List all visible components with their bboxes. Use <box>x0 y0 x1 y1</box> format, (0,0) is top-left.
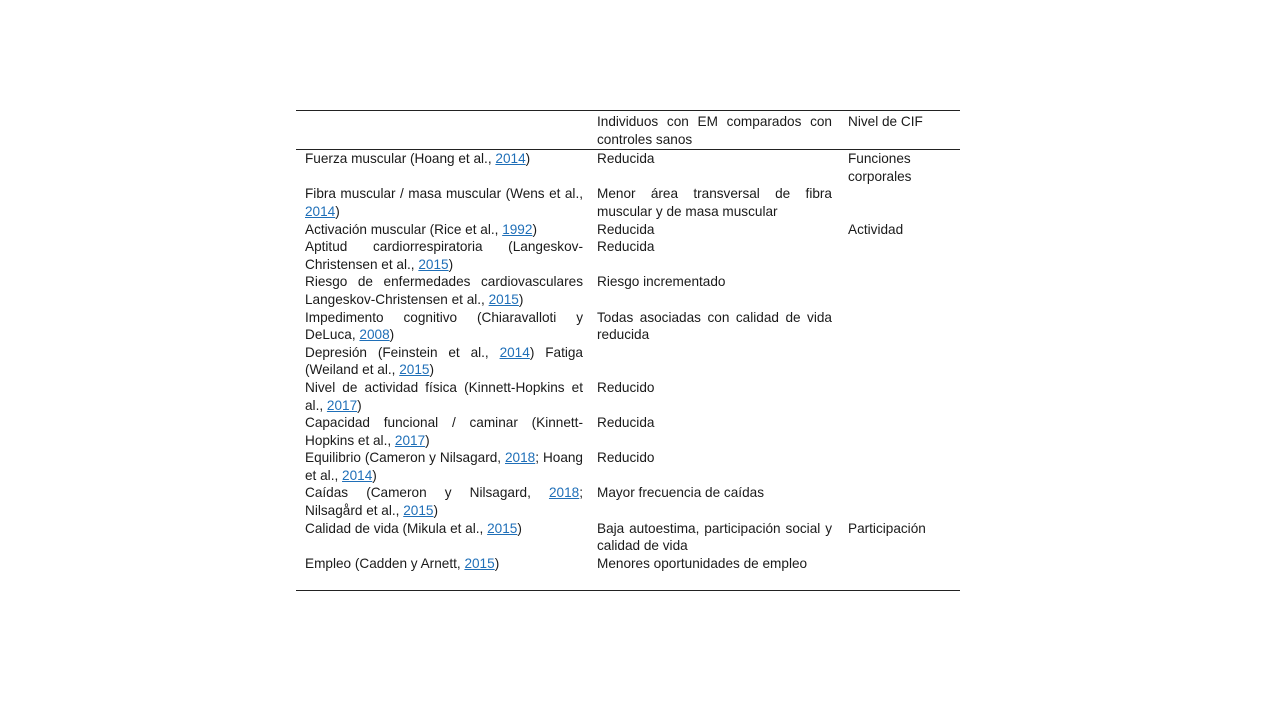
header-row <box>296 111 960 150</box>
impairment-text-tail: ) <box>448 256 454 272</box>
table-row <box>296 449 960 484</box>
comparison-cell: Menor área transversal de fibra muscular y de masa muscular <box>597 186 832 219</box>
impairment-text-tail: ) <box>389 327 395 343</box>
reference-link[interactable]: 2017 <box>326 397 358 413</box>
impairment-cell <box>296 221 592 239</box>
reference-link[interactable]: 2015 <box>488 291 519 307</box>
impairment-text-tail: ) <box>517 520 522 536</box>
header-empty <box>296 111 592 150</box>
table-row <box>296 309 960 344</box>
impairment-cell <box>296 309 592 344</box>
impairment-cell <box>296 449 592 484</box>
reference-link[interactable]: 2018 <box>505 450 536 466</box>
impairment-text: Depresión (Feinstein et al., <box>305 344 500 360</box>
impairment-text: Calidad de vida (Mikula et al., <box>305 520 488 536</box>
cif-level-cell <box>840 273 960 308</box>
impairment-text-end: ) <box>429 362 434 378</box>
table-row <box>296 344 960 379</box>
impairment-text: Aptitud cardiorrespiratoria (Langeskov-Christensen et al., <box>305 239 583 272</box>
impairment-text: Riesgo de enfermedades cardiovasculares Langeskov-Christensen et al., <box>305 274 583 307</box>
comparison-cell: Reducida <box>597 151 655 167</box>
impairment-text: Empleo (Cadden y Arnett, <box>305 555 465 571</box>
reference-link-second[interactable]: 2014 <box>342 467 373 483</box>
reference-link[interactable]: 1992 <box>502 221 533 237</box>
table-row <box>296 273 960 308</box>
reference-link[interactable]: 2014 <box>499 344 530 360</box>
impairment-text: Fibra muscular / masa muscular (Wens et al., <box>305 186 583 202</box>
reference-link[interactable]: 2014 <box>495 151 526 167</box>
cif-level-cell: Participación <box>848 520 926 536</box>
comparison-cell: Reducida <box>597 221 655 237</box>
reference-link[interactable]: 2018 <box>548 485 580 501</box>
reference-link[interactable]: 2017 <box>394 432 426 448</box>
impairment-text-tail: ; Nilsagård et al., <box>305 485 583 519</box>
cif-level-cell <box>840 344 960 379</box>
impairment-cell <box>296 520 592 555</box>
comparison-cell: Reducida <box>597 415 655 431</box>
comparison-cell: Mayor frecuencia de caídas <box>597 485 764 501</box>
impairment-text-tail: ) Fatiga <box>529 344 583 360</box>
impairment-text-tail: ) <box>335 203 340 219</box>
reference-link-second[interactable]: 2015 <box>399 362 430 378</box>
cif-level-cell <box>840 238 960 273</box>
cif-level-cell <box>840 484 960 519</box>
impairment-text: Impedimento cognitivo (Chiaravalloti y DeLuca, <box>305 309 583 343</box>
cif-level-cell <box>840 309 960 344</box>
comparison-cell: Baja autoestima, participación social y calidad de vida <box>597 520 832 554</box>
comparison-cell: Riesgo incrementado <box>597 274 726 290</box>
comparison-cell: Todas asociadas con calidad de vida reducida <box>597 309 832 343</box>
table-row <box>296 185 960 220</box>
impairment-text-tail: ) <box>518 291 524 307</box>
impairment-cell <box>296 484 592 519</box>
impairment-cell <box>296 344 592 379</box>
impairment-cell <box>296 273 592 308</box>
impairment-text: Capacidad funcional / caminar (Kinnett-Hopkins et al., <box>305 415 583 448</box>
impairment-cell <box>296 555 592 591</box>
impairment-text-tail: ) <box>494 555 500 571</box>
table-row <box>296 379 960 414</box>
reference-link[interactable]: 2008 <box>359 327 390 343</box>
impairment-cell <box>296 150 592 186</box>
table-row <box>296 414 960 449</box>
header-cif-level: Nivel de CIF <box>848 114 923 129</box>
impairment-cell <box>296 185 592 220</box>
table <box>296 111 960 590</box>
table-row <box>296 150 960 186</box>
table-row <box>296 484 960 519</box>
reference-link[interactable]: 2015 <box>464 555 495 571</box>
comparison-cell: Reducido <box>597 450 655 466</box>
impairment-cell <box>296 414 592 449</box>
impairment-text-tail: ) <box>525 151 531 167</box>
table-row <box>296 520 960 555</box>
impairment-text-tail: ) <box>425 432 430 448</box>
reference-link-second[interactable]: 2015 <box>403 503 434 519</box>
comparison-cell: Reducida <box>597 239 655 255</box>
reference-link[interactable]: 2014 <box>305 203 336 219</box>
impairment-text: Nivel de actividad física (Kinnett-Hopkins et al., <box>305 379 583 413</box>
cif-level-cell <box>840 185 960 220</box>
impairment-text: Equilibrio (Cameron y Nilsagard, <box>305 450 505 466</box>
cif-level-cell <box>840 555 960 591</box>
comparison-cell <box>592 344 840 379</box>
impairment-text: Fuerza muscular (Hoang et al., <box>305 151 496 167</box>
impairment-text: Activación muscular (Rice et al., <box>305 221 503 237</box>
comparison-cell: Menores oportunidades de empleo <box>597 555 808 571</box>
reference-link[interactable]: 2015 <box>487 520 518 536</box>
impairment-text: Caídas (Cameron y Nilsagard, <box>305 485 549 501</box>
impairment-text-tail: ) <box>357 397 362 413</box>
table-row <box>296 221 960 239</box>
table-row <box>296 238 960 273</box>
impairment-text-end: ) <box>372 467 377 483</box>
header-comparison: Individuos con EM comparados con controles sanos <box>597 114 832 147</box>
impairment-text-end: ) <box>433 503 439 519</box>
cif-level-cell <box>840 449 960 484</box>
impairment-text-tail: ; Hoang et al., <box>305 450 583 483</box>
cif-level-cell <box>840 379 960 414</box>
impairment-cell <box>296 238 592 273</box>
reference-link[interactable]: 2015 <box>418 256 449 272</box>
impairment-text-second: (Weiland et al., <box>305 362 400 378</box>
table-row <box>296 555 960 591</box>
impairment-cell <box>296 379 592 414</box>
cif-level-cell <box>840 414 960 449</box>
impairments-table <box>296 110 960 591</box>
cif-level-cell: Funciones corporales <box>848 151 912 184</box>
comparison-cell: Reducido <box>597 379 655 395</box>
impairment-text-tail: ) <box>532 221 537 237</box>
cif-level-cell: Actividad <box>848 221 904 237</box>
